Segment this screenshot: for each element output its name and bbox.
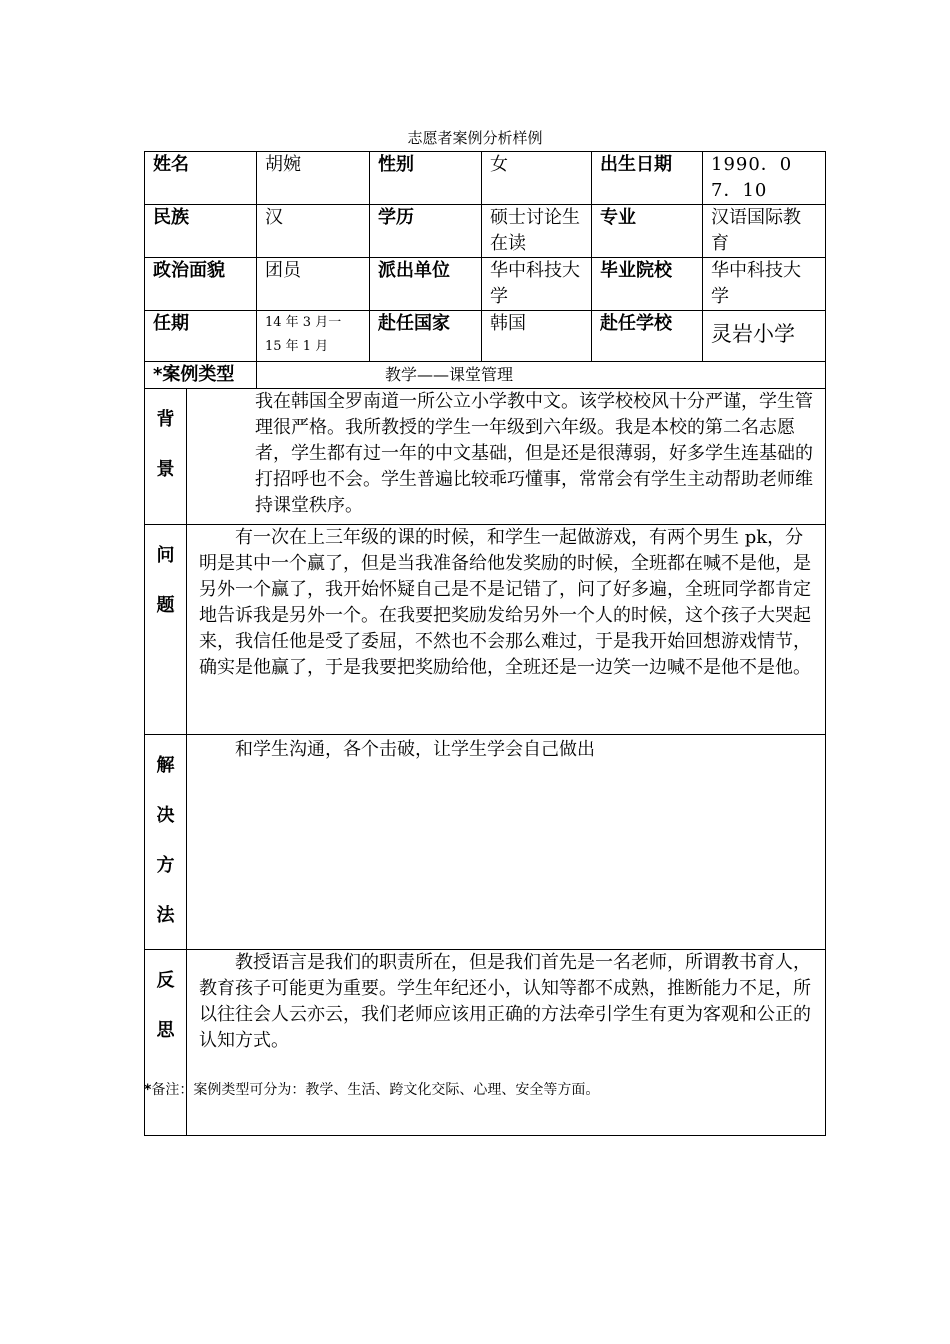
problem-label-char: 题	[156, 595, 175, 616]
country-value: 韩国	[482, 311, 592, 362]
row-ethnicity	[145, 205, 826, 258]
name-label: 姓名	[145, 152, 257, 205]
birth-label: 出生日期	[592, 152, 703, 205]
section-background	[145, 389, 826, 525]
problem-label-char: 问	[156, 545, 175, 566]
school-label: 赴任学校	[592, 311, 703, 362]
background-text: 我在韩国全罗南道一所公立小学教中文。该学校校风十分严谨，学生管理很严格。我所教授的学生一年级到六年级。我是本校的第二名志愿者，学生都有过一年的中文基础，但是还是很薄弱，好多学生连基础的打招呼也不会。学生普遍比较乖巧懂事，常常会有学生主动帮助老师维持课堂秩序。	[255, 391, 813, 516]
solution-text: 和学生沟通，各个击破，让学生学会自己做出	[235, 739, 595, 760]
reflection-label-char: 思	[156, 1020, 175, 1041]
row-political	[145, 258, 826, 311]
graduate-value: 华中科技大学	[703, 258, 826, 311]
solution-text-cell	[187, 735, 826, 950]
page-title: 志愿者案例分析样例	[407, 129, 543, 147]
section-problem	[145, 525, 826, 735]
section-reflection	[145, 950, 826, 1136]
problem-text-cell	[187, 525, 826, 735]
solution-label-char: 法	[156, 905, 175, 926]
reflection-text-cell	[187, 950, 826, 1136]
term-label: 任期	[145, 311, 257, 362]
gender-value: 女	[482, 152, 592, 205]
reflection-label	[145, 950, 187, 1136]
reflection-label-char: 反	[156, 970, 175, 991]
solution-label-char: 解	[156, 755, 175, 776]
dispatch-label: 派出单位	[370, 258, 482, 311]
section-solution	[145, 735, 826, 950]
education-label: 学历	[370, 205, 482, 258]
background-label-char: 景	[156, 459, 175, 480]
row-name	[145, 152, 826, 205]
reflection-text: 教授语言是我们的职责所在，但是我们首先是一名老师，所谓教书育人，教育孩子可能更为重要。学生年纪还小，认知等都不成熟，推断能力不足，所以往往会人云亦云，我们老师应该用正确的方法牵引学生有更为客观和公正的认知方式。	[199, 952, 811, 1051]
political-value: 团员	[257, 258, 370, 311]
solution-label	[145, 735, 187, 950]
school-value: 灵岩小学	[703, 311, 826, 362]
birth-value: 1990．07．10	[703, 152, 826, 205]
major-label: 专业	[592, 205, 703, 258]
case-type-label: *案例类型	[145, 362, 257, 389]
solution-label-char: 方	[156, 855, 175, 876]
background-text-cell	[187, 389, 826, 525]
gender-label: 性别	[370, 152, 482, 205]
row-term	[145, 311, 826, 362]
case-form-table	[144, 151, 826, 1136]
problem-label	[145, 525, 187, 735]
name-value: 胡婉	[257, 152, 370, 205]
footnote-mark: *	[144, 1082, 152, 1098]
education-value: 硕士讨论生在读	[482, 205, 592, 258]
country-label: 赴任国家	[370, 311, 482, 362]
dispatch-value: 华中科技大学	[482, 258, 592, 311]
footnote	[144, 1079, 599, 1099]
footnote-text: 备注：案例类型可分为：教学、生活、跨文化交际、心理、安全等方面。	[151, 1082, 600, 1098]
row-case-type	[145, 362, 826, 389]
ethnicity-value: 汉	[257, 205, 370, 258]
graduate-label: 毕业院校	[592, 258, 703, 311]
ethnicity-label: 民族	[145, 205, 257, 258]
political-label: 政治面貌	[145, 258, 257, 311]
case-type-value: 教学——课堂管理	[257, 362, 826, 389]
background-label-char: 背	[156, 409, 175, 430]
background-label	[145, 389, 187, 525]
solution-label-char: 决	[156, 805, 175, 826]
term-value: 14 年 3 月一 15 年 1 月	[257, 311, 370, 362]
major-value: 汉语国际教育	[703, 205, 826, 258]
problem-text: 有一次在上三年级的课的时候，和学生一起做游戏，有两个男生 pk，分明是其中一个赢了，但是当我准备给他发奖励的时候，全班都在喊不是他，是另外一个赢了，我开始怀疑自己是不是记错了，问了好多遍，全班同学都肯定地告诉我是另外一个。在我要把奖励发给另外一个人的时候，这个孩子大哭起来，我信任他是受了委屈，不然也不会那么难过，于是我开始回想游戏情节，确实是他赢了，于是我要把奖励给他，全班还是一边笑一边喊不是他不是他。	[199, 527, 811, 678]
